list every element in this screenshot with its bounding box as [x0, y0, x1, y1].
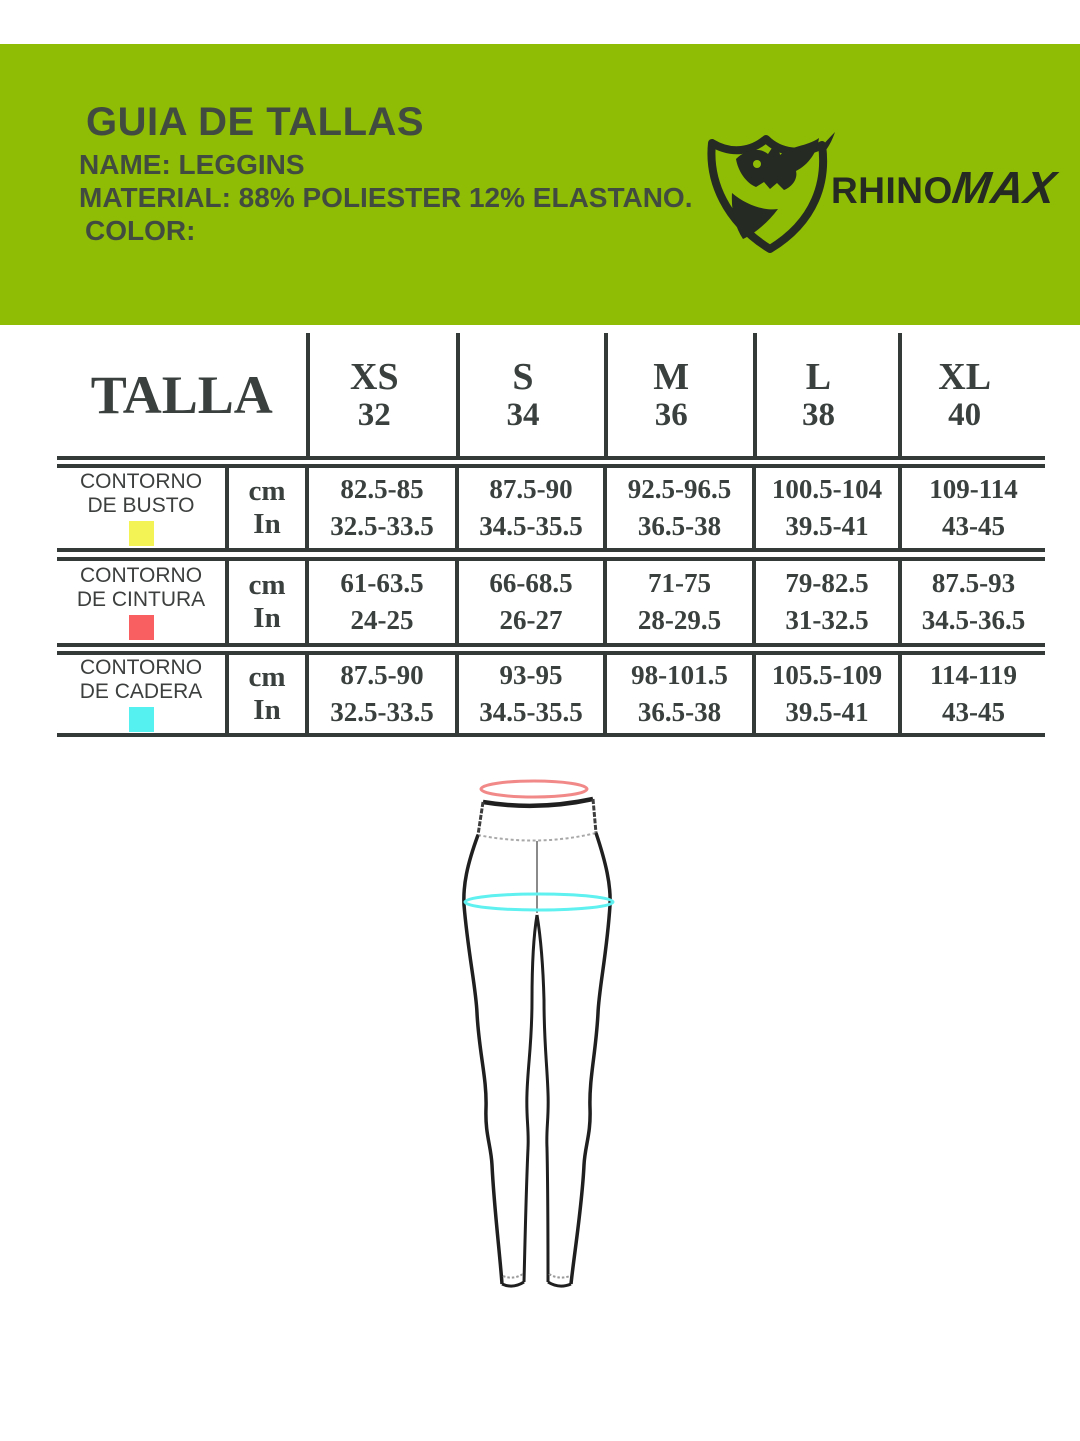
waist-xs-cell: 61-63.5 24-25 — [305, 561, 455, 643]
right-cuff-stitch — [549, 1274, 570, 1278]
hip-m-cell: 98-101.5 36.5-38 — [603, 655, 752, 733]
brand-max-text: MAX — [949, 162, 1060, 213]
material-line: MATERIAL: 88% POLIESTER 12% ELASTANO. — [79, 182, 693, 213]
bust-xl-cell: 109-114 43-45 — [898, 468, 1045, 548]
brand-rhino-text: RHINO — [831, 170, 953, 211]
color-line: COLOR: — [85, 215, 196, 246]
size-col-l: L 38 — [753, 333, 899, 456]
waist-s-cell: 66-68.5 26-27 — [455, 561, 603, 643]
hip-l-cell: 105.5-109 39.5-41 — [752, 655, 898, 733]
size-table-header — [57, 333, 1045, 456]
bust-s-cell: 87.5-90 34.5-35.5 — [455, 468, 603, 548]
unit-cell: cm In — [225, 468, 305, 548]
header-divider-line — [57, 456, 1045, 460]
product-meta — [79, 148, 692, 247]
brand-wordmark — [831, 162, 1060, 214]
left-inner-leg-line — [524, 915, 537, 1282]
waistband-left-edge — [478, 802, 483, 835]
talla-header-cell: TALLA — [90, 364, 273, 425]
size-col-xl: XL 40 — [898, 333, 1045, 456]
waist-label-cell: CONTORNO DE CINTURA — [57, 561, 225, 643]
waist-marker-ellipse — [481, 781, 587, 797]
waist-xl-cell: 87.5-93 34.5-36.5 — [898, 561, 1045, 643]
measure-row-waist — [57, 557, 1045, 647]
leggings-illustration — [430, 763, 680, 1293]
hip-marker-ellipse — [465, 894, 613, 910]
unit-cell: cm In — [225, 655, 305, 733]
left-outer-leg-line — [464, 835, 502, 1284]
size-col-s: S 34 — [456, 333, 604, 456]
right-inner-leg-line — [537, 915, 548, 1282]
right-outer-leg-line — [571, 833, 610, 1284]
unit-cell: cm In — [225, 561, 305, 643]
bust-m-cell: 92.5-96.5 36.5-38 — [603, 468, 752, 548]
waistband-top-edge — [483, 799, 593, 806]
left-cuff-stitch — [503, 1274, 523, 1278]
header-band — [0, 44, 1080, 325]
bust-xs-cell: 82.5-85 32.5-33.5 — [305, 468, 455, 548]
left-cuff-edge — [502, 1282, 524, 1286]
rhino-shield-icon — [700, 128, 840, 260]
hip-label-cell: CONTORNO DE CADERA — [57, 655, 225, 733]
page-title: GUIA DE TALLAS — [86, 100, 425, 144]
size-col-m: M 36 — [604, 333, 753, 456]
waist-color-swatch — [129, 615, 154, 640]
waistband-stitch-line — [478, 833, 596, 841]
product-name-line: NAME: LEGGINS — [79, 149, 305, 180]
bust-label-cell: CONTORNO DE BUSTO — [57, 468, 225, 548]
measure-row-bust — [57, 464, 1045, 552]
waist-l-cell: 79-82.5 31-32.5 — [752, 561, 898, 643]
waist-m-cell: 71-75 28-29.5 — [603, 561, 752, 643]
right-cuff-edge — [548, 1282, 571, 1286]
hip-s-cell: 93-95 34.5-35.5 — [455, 655, 603, 733]
hip-color-swatch — [129, 707, 154, 732]
hip-xl-cell: 114-119 43-45 — [898, 655, 1045, 733]
waistband-right-edge — [593, 799, 596, 833]
bust-color-swatch — [129, 521, 154, 546]
size-col-xs: XS 32 — [306, 333, 456, 456]
bust-l-cell: 100.5-104 39.5-41 — [752, 468, 898, 548]
hip-xs-cell: 87.5-90 32.5-33.5 — [305, 655, 455, 733]
measure-row-hip — [57, 651, 1045, 737]
